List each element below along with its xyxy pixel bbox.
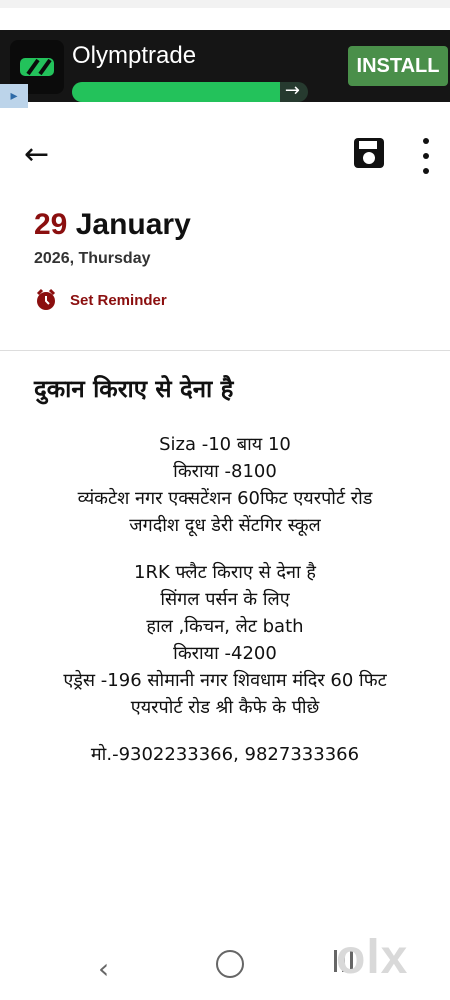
note-line: 1RK फ्लैट किराए से देना है [134, 562, 316, 583]
more-dot [423, 168, 429, 174]
date-subtitle: 2026, Thursday [34, 250, 151, 267]
note-line: Siza -10 बाय 10 [159, 434, 291, 455]
toolbar [0, 126, 450, 186]
status-bar [0, 0, 450, 8]
more-dot [423, 138, 429, 144]
date-day: 29 [34, 208, 68, 241]
note-line: हाल ,किचन, लेट bath [146, 616, 304, 637]
ad-container[interactable] [0, 30, 450, 102]
system-nav-bar [0, 930, 450, 1000]
alarm-clock-icon [34, 288, 58, 312]
note-spacer [0, 539, 450, 559]
ad-progress-fill [72, 82, 280, 102]
note-content [0, 372, 450, 768]
ad-banner[interactable] [0, 8, 450, 104]
ad-title[interactable]: Olymptrade [72, 42, 197, 69]
olx-watermark: olx [336, 931, 409, 984]
arrow-right-icon: → [284, 82, 300, 101]
more-vert-icon[interactable] [414, 138, 438, 174]
note-line: व्यंकटेश नगर एक्सटेंशन 60फिट एयरपोर्ट रोड [77, 488, 373, 509]
date-title [34, 208, 434, 242]
note-line: जगदीश दूध डेरी सेंटगिर स्कूल [129, 515, 321, 536]
install-button[interactable]: INSTALL [348, 46, 448, 86]
floppy-disk-icon[interactable] [352, 136, 386, 170]
note-line: किराया -4200 [173, 643, 277, 664]
note-line: सिंगल पर्सन के लिए [160, 589, 290, 610]
arrow-left-icon[interactable]: ← [24, 137, 50, 172]
note-line: एयरपोर्ट रोड श्री कैफे के पीछे [130, 697, 320, 718]
contact-numbers: मो.-9302233366, 9827333366 [90, 744, 360, 765]
note-line: किराया -8100 [173, 461, 277, 482]
ad-progress-bar [72, 82, 308, 102]
more-dot [423, 153, 429, 159]
nav-home-icon[interactable] [216, 950, 244, 978]
note-body [0, 431, 450, 768]
date-month: January [75, 208, 191, 241]
nav-back-icon[interactable]: ‹ [98, 952, 110, 985]
set-reminder-label: Set Reminder [70, 291, 167, 309]
note-heading: दुकान किराए से देना है [34, 375, 234, 403]
date-block [34, 208, 434, 312]
note-line: एड्रेस -196 सोमानी नगर शिवधाम मंदिर 60 फिट [63, 670, 387, 691]
divider [0, 350, 450, 351]
ad-choices-icon[interactable]: ▸ [0, 84, 28, 108]
set-reminder-button[interactable] [34, 288, 434, 312]
